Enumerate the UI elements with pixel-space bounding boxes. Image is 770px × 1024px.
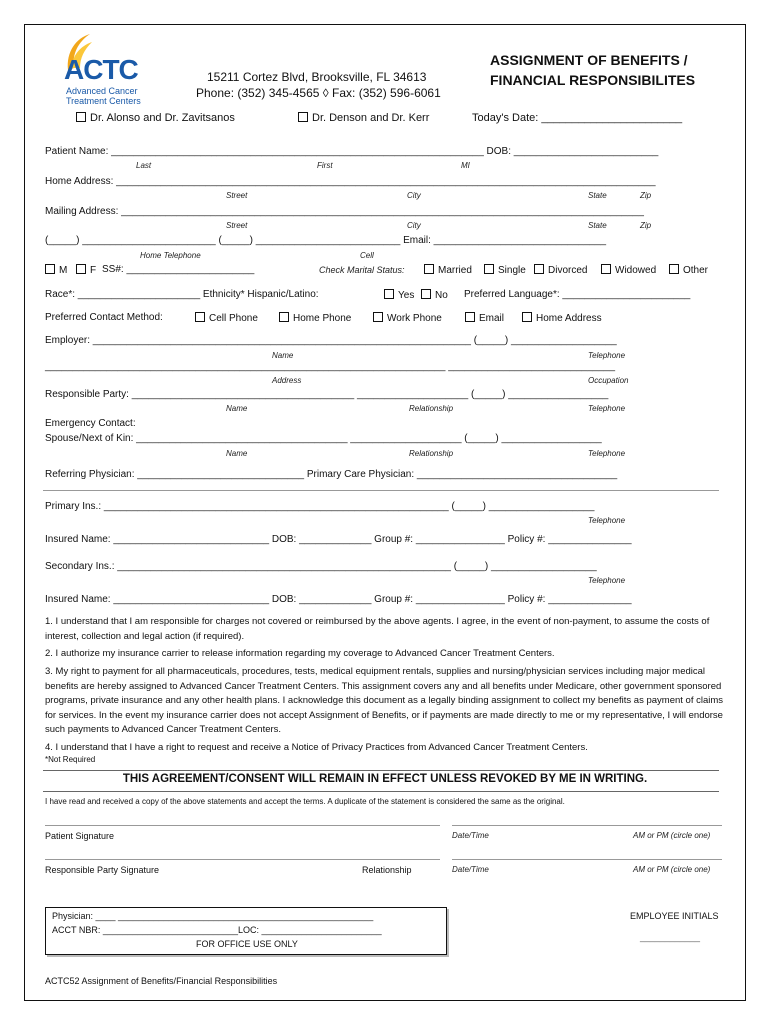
logo-text: ACTC xyxy=(64,54,138,85)
sex-m-option[interactable] xyxy=(45,264,67,276)
zip-caption: Zip xyxy=(640,191,652,200)
marital-option-label: Married xyxy=(438,265,472,276)
patient-signature-label: Patient Signature xyxy=(45,831,115,841)
term-3: 3. My right to payment for all pharmaceuticals, procedures, tests, medical equipment rentals, supplies and nursing/physician services including major medical benefits are hereby assigned to Advanced Cancer Treatment Centers. This assignment covers any and all benefits under Medicare, other government sponsored programs, private insurance and any other health plans. I acknowledge this document as a legally binding assignment to collect my benefits as payment of claims for services. In the event my insurance carrier does not accept Assignment of Benefits, or if payments are made directly to me or my representative, I will endorse such payments to Advanced Cancer Treatment Centers. xyxy=(45,666,724,735)
physician-fields[interactable]: Referring Physician: ______________________________ Primary Care Physician: ____________________________________ xyxy=(45,469,618,480)
telephone-caption: Telephone xyxy=(588,576,626,585)
contact-option-label: Home Phone xyxy=(293,313,352,324)
datetime-caption: Date/Time xyxy=(452,831,489,840)
relationship-label: Relationship xyxy=(362,865,412,875)
checkbox-icon[interactable] xyxy=(373,312,383,322)
marital-single[interactable] xyxy=(484,264,526,276)
form-title-line-1: ASSIGNMENT OF BENEFITS / xyxy=(490,52,688,68)
preferred-language-field[interactable]: Preferred Language*: _______________________ xyxy=(464,289,691,300)
sex-f-label: F xyxy=(90,265,97,276)
relationship-caption: Relationship xyxy=(409,404,454,413)
marital-option-label: Divorced xyxy=(548,265,588,276)
city-caption: City xyxy=(407,221,421,230)
employer-address-field[interactable]: ________________________________________________________________________ ______________________________ xyxy=(45,361,616,372)
telephone-caption: Telephone xyxy=(588,351,626,360)
agreement-divider-top xyxy=(43,770,719,771)
patient-datetime-line[interactable] xyxy=(452,825,722,826)
marital-other[interactable] xyxy=(669,264,708,276)
phone-email-fields[interactable]: (_____) ________________________ (_____) __________________________ Email: _______________________________ xyxy=(45,235,607,246)
doctor-option-2[interactable] xyxy=(298,112,429,124)
cell-caption: Cell xyxy=(360,251,374,260)
last-caption: Last xyxy=(136,161,152,170)
logo-subtitle-1: Advanced Cancer xyxy=(66,86,138,96)
actc-logo xyxy=(58,32,158,106)
relationship-caption: Relationship xyxy=(409,449,454,458)
marital-option-label: Widowed xyxy=(615,265,657,276)
name-caption: Name xyxy=(226,449,248,458)
contact-option-label: Cell Phone xyxy=(209,313,258,324)
zip-caption: Zip xyxy=(640,221,652,230)
street-caption: Street xyxy=(226,221,248,230)
todays-date-field[interactable]: Today's Date: _______________________ xyxy=(472,112,683,124)
checkbox-icon[interactable] xyxy=(384,289,394,299)
responsible-datetime-line[interactable] xyxy=(452,859,722,860)
name-caption: Name xyxy=(226,404,248,413)
checkbox-icon[interactable] xyxy=(669,264,679,274)
city-caption: City xyxy=(407,191,421,200)
ssn-field[interactable]: SS#: _______________________ xyxy=(102,264,255,275)
marital-status-label: Check Marital Status: xyxy=(319,265,405,275)
emergency-contact-label: Emergency Contact: xyxy=(45,418,136,429)
not-required-note: *Not Required xyxy=(45,755,96,764)
doctor-option-1-label: Dr. Alonso and Dr. Zavitsanos xyxy=(90,112,235,124)
state-caption: State xyxy=(588,191,607,200)
contact-option-label: Home Address xyxy=(536,313,602,324)
clinic-phone: Phone: (352) 345-4565 ◊ Fax: (352) 596-6061 xyxy=(196,86,441,100)
checkbox-icon[interactable] xyxy=(45,264,55,274)
first-caption: First xyxy=(317,161,333,170)
state-caption: State xyxy=(588,221,607,230)
section-divider xyxy=(43,490,719,491)
race-ethnicity-field[interactable]: Race*: ______________________ Ethnicity* Hispanic/Latino: xyxy=(45,289,319,300)
acknowledgement-text: I have read and received a copy of the above statements and accept the terms. A duplicate of the statement is considered the same as the original. xyxy=(45,797,565,806)
patient-name-field[interactable]: Patient Name: ___________________________________________________________________ DOB: __________________________ xyxy=(45,146,659,157)
responsible-party-field[interactable]: Responsible Party: ________________________________________ ____________________ (_____) __________________ xyxy=(45,389,609,400)
marital-widowed[interactable] xyxy=(601,264,656,276)
ampm-caption: AM or PM (circle one) xyxy=(633,831,711,840)
occupation-caption: Occupation xyxy=(588,376,629,385)
checkbox-icon[interactable] xyxy=(279,312,289,322)
yes-label: Yes xyxy=(398,290,415,301)
term-1: 1. I understand that I am responsible for charges not covered or reimbursed by the above agents. I agree, in the event of non-payment, to assume the costs of interest, collection and legal action (if required). xyxy=(45,616,710,642)
form-title-line-2: FINANCIAL RESPONSIBILITES xyxy=(490,72,696,88)
clinic-address: 15211 Cortez Blvd, Brooksville, FL 34613 xyxy=(207,70,427,84)
address-caption: Address xyxy=(272,376,302,385)
checkbox-icon[interactable] xyxy=(522,312,532,322)
responsible-signature-line[interactable] xyxy=(45,859,440,860)
datetime-caption: Date/Time xyxy=(452,865,489,874)
office-use-label: FOR OFFICE USE ONLY xyxy=(196,939,298,949)
telephone-caption: Telephone xyxy=(588,516,626,525)
contact-work-phone[interactable] xyxy=(373,312,442,324)
telephone-caption: Telephone xyxy=(588,449,626,458)
checkbox-icon[interactable] xyxy=(465,312,475,322)
term-4: 4. I understand that I have a right to request and receive a Notice of Privacy Practices from Advanced Cancer Treatment Centers. xyxy=(45,742,588,753)
insured-name-field-2[interactable]: Insured Name: ____________________________ DOB: _____________ Group #: ________________ Policy #: _______________ xyxy=(45,594,632,605)
marital-divorced[interactable] xyxy=(534,264,587,276)
logo-subtitle-2: Treatment Centers xyxy=(66,96,141,106)
agreement-statement: THIS AGREEMENT/CONSENT WILL REMAIN IN EFFECT UNLESS REVOKED BY ME IN WRITING. xyxy=(122,773,648,785)
sex-m-label: M xyxy=(59,265,68,276)
employer-field[interactable]: Employer: ____________________________________________________________________ (_____) ___________________ xyxy=(45,335,617,346)
acct-nbr-field[interactable]: ACCT NBR: ___________________________LOC: ________________________ xyxy=(52,925,382,935)
secondary-insurance-field[interactable]: Secondary Ins.: ____________________________________________________________ (_____) ___________________ xyxy=(45,561,597,572)
marital-option-label: Other xyxy=(683,265,709,276)
contact-option-label: Email xyxy=(479,313,505,324)
mi-caption: MI xyxy=(461,161,470,170)
ampm-caption: AM or PM (circle one) xyxy=(633,865,711,874)
checkbox-icon[interactable] xyxy=(601,264,611,274)
contact-home-address[interactable] xyxy=(522,312,602,324)
mailing-address-field[interactable]: Mailing Address: ______________________________________________________________________________________________ xyxy=(45,206,644,217)
form-border xyxy=(24,24,746,1001)
responsible-signature-label: Responsible Party Signature xyxy=(45,865,160,875)
contact-cell-phone[interactable] xyxy=(195,312,258,324)
contact-home-phone[interactable] xyxy=(279,312,351,324)
employee-initials-line[interactable]: ____________ xyxy=(640,932,701,942)
physician-field[interactable]: Physician: ____ ___________________________________________________ xyxy=(52,911,374,921)
no-label: No xyxy=(435,290,448,301)
form-footer: ACTC52 Assignment of Benefits/Financial Responsibilities xyxy=(45,976,278,986)
term-2: 2. I authorize my insurance carrier to release information regarding my coverage to Advanced Cancer Treatment Centers. xyxy=(45,648,555,659)
hispanic-yes[interactable] xyxy=(384,289,414,301)
home-address-field[interactable]: Home Address: _________________________________________________________________________________________________ xyxy=(45,176,656,187)
checkbox-icon[interactable] xyxy=(424,264,434,274)
checkbox-icon[interactable] xyxy=(298,112,308,122)
marital-married[interactable] xyxy=(424,264,472,276)
patient-signature-line[interactable] xyxy=(45,825,440,826)
checkbox-icon[interactable] xyxy=(534,264,544,274)
marital-option-label: Single xyxy=(498,265,526,276)
spouse-next-of-kin-field[interactable]: Spouse/Next of Kin: ______________________________________ ____________________ (_____) __________________ xyxy=(45,433,602,444)
checkbox-icon[interactable] xyxy=(484,264,494,274)
name-caption: Name xyxy=(272,351,294,360)
telephone-caption: Telephone xyxy=(588,404,626,413)
sex-f-option[interactable] xyxy=(76,264,96,276)
contact-method-label: Preferred Contact Method: xyxy=(45,312,163,323)
checkbox-icon[interactable] xyxy=(421,289,431,299)
checkbox-icon[interactable] xyxy=(76,112,86,122)
hispanic-no[interactable] xyxy=(421,289,448,301)
employee-initials-label: EMPLOYEE INITIALS xyxy=(630,911,719,921)
checkbox-icon[interactable] xyxy=(76,264,86,274)
doctor-option-2-label: Dr. Denson and Dr. Kerr xyxy=(312,112,430,124)
insured-name-field-1[interactable]: Insured Name: ____________________________ DOB: _____________ Group #: ________________ Policy #: _______________ xyxy=(45,534,632,545)
street-caption: Street xyxy=(226,191,248,200)
contact-option-label: Work Phone xyxy=(387,313,442,324)
checkbox-icon[interactable] xyxy=(195,312,205,322)
doctor-option-1[interactable] xyxy=(76,112,235,124)
primary-insurance-field[interactable]: Primary Ins.: ______________________________________________________________ (_____) ___________________ xyxy=(45,501,595,512)
home-telephone-caption: Home Telephone xyxy=(140,251,201,260)
agreement-divider-bottom xyxy=(43,791,719,792)
contact-email[interactable] xyxy=(465,312,504,324)
